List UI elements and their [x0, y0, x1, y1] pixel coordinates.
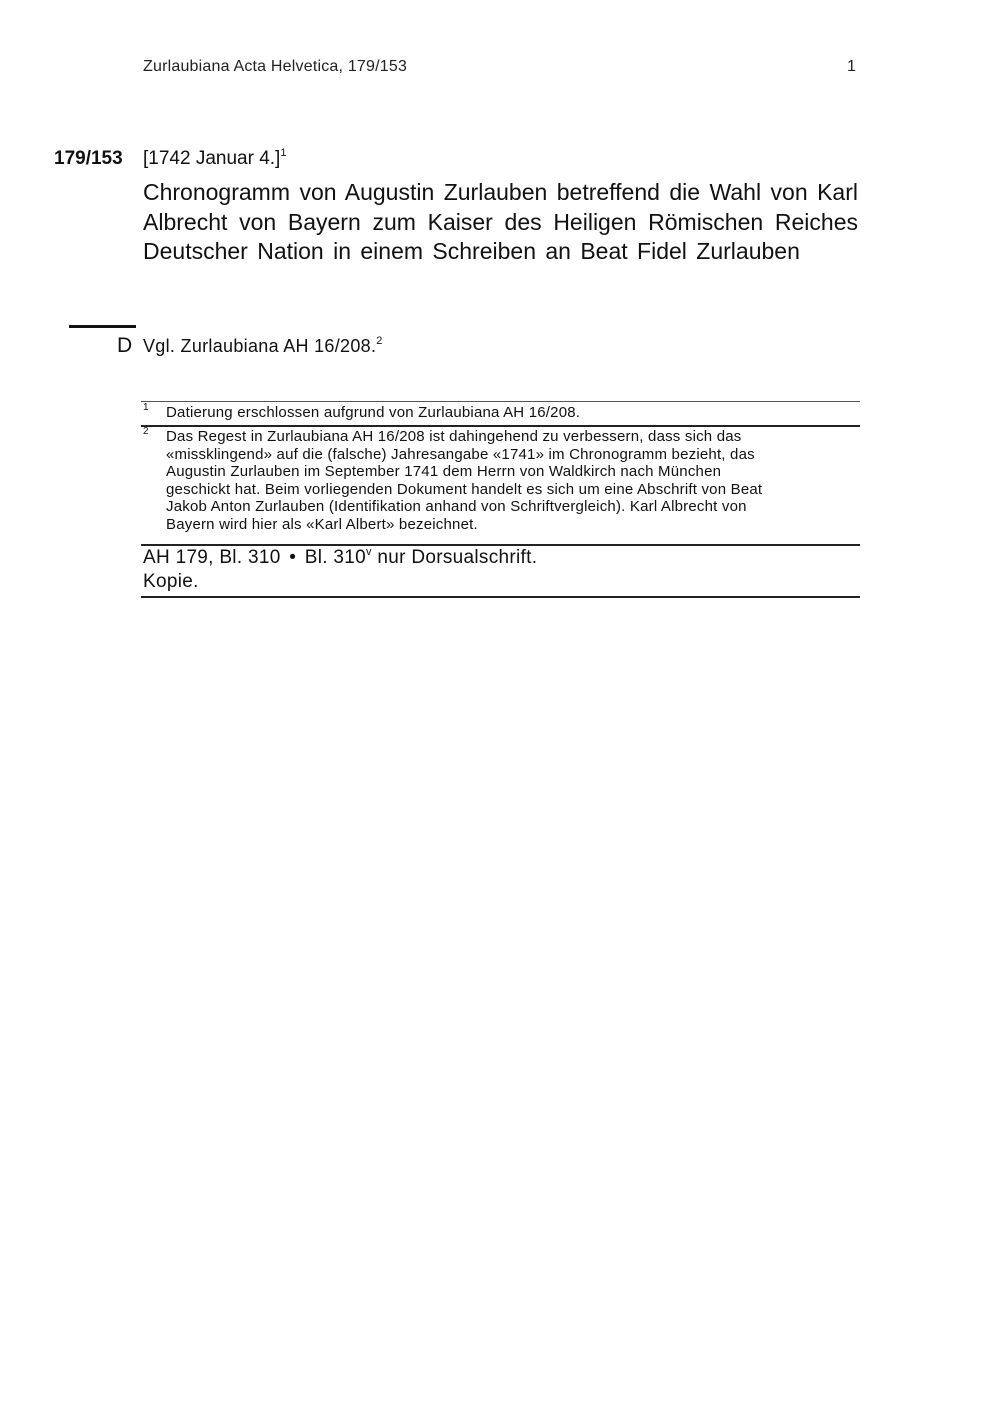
source-location-note: nur Dorsualschrift.	[377, 547, 538, 568]
source-location-b: Bl. 310	[304, 547, 366, 568]
bullet-separator: •	[289, 547, 297, 568]
footnote-rule	[141, 401, 860, 402]
entry-title: Chronogramm von Augustin Zurlauben betreffend die Wahl von Karl Albrecht von Bayern zum Kaiser des Heiligen Römischen Reiches Deutscher Nation in einem Schreiben an Beat Fidel Zurlauben	[143, 179, 858, 264]
running-title: Zurlaubiana Acta Helvetica, 179/153	[143, 58, 408, 75]
source-block	[143, 546, 537, 593]
page-number: 1	[847, 58, 856, 75]
source-rule-bottom	[141, 596, 860, 598]
section-marker: D	[117, 334, 133, 357]
entry-date-text: [1742 Januar 4.]	[143, 148, 281, 169]
footnote-ref-2[interactable]: 2	[376, 335, 383, 347]
footnote-ref-1[interactable]: 1	[280, 147, 287, 159]
footnote-mark: 1	[143, 402, 149, 413]
footnote-text	[166, 428, 856, 534]
source-copy-type: Kopie.	[143, 570, 199, 592]
footnote-line: Bayern wird hier als «Karl Albert» bezeichnet.	[166, 515, 478, 533]
entry-date	[143, 148, 286, 170]
verso-mark: v	[366, 546, 372, 558]
entry-number: 179/153	[54, 148, 123, 169]
footnote-mark: 2	[143, 426, 149, 437]
source-location	[143, 546, 537, 570]
footnote-line: Jakob Anton Zurlauben (Identifikation anhand von Schriftvergleich). Karl Albrecht von	[166, 498, 747, 516]
section-divider	[69, 325, 136, 328]
footnote-line: geschickt hat. Beim vorliegenden Dokument handelt es sich um eine Abschrift von Beat	[166, 480, 763, 498]
footnote-line: «missklingend» auf die (falsche) Jahresangabe «1741» im Chronogramm bezieht, das	[166, 445, 755, 463]
footnote-text: Datierung erschlossen aufgrund von Zurlaubiana AH 16/208.	[166, 404, 581, 421]
section-reference: Vgl. Zurlaubiana AH 16/208.	[143, 336, 377, 356]
footnote-line: Augustin Zurlauben im September 1741 dem Herrn von Waldkirch nach München	[166, 463, 722, 481]
footnote-rule	[141, 425, 860, 427]
section-text	[143, 336, 383, 357]
source-location-a: AH 179, Bl. 310	[143, 547, 281, 568]
footnote-line: Das Regest in Zurlaubiana AH 16/208 ist dahingehend zu verbessern, dass sich das	[166, 428, 742, 445]
